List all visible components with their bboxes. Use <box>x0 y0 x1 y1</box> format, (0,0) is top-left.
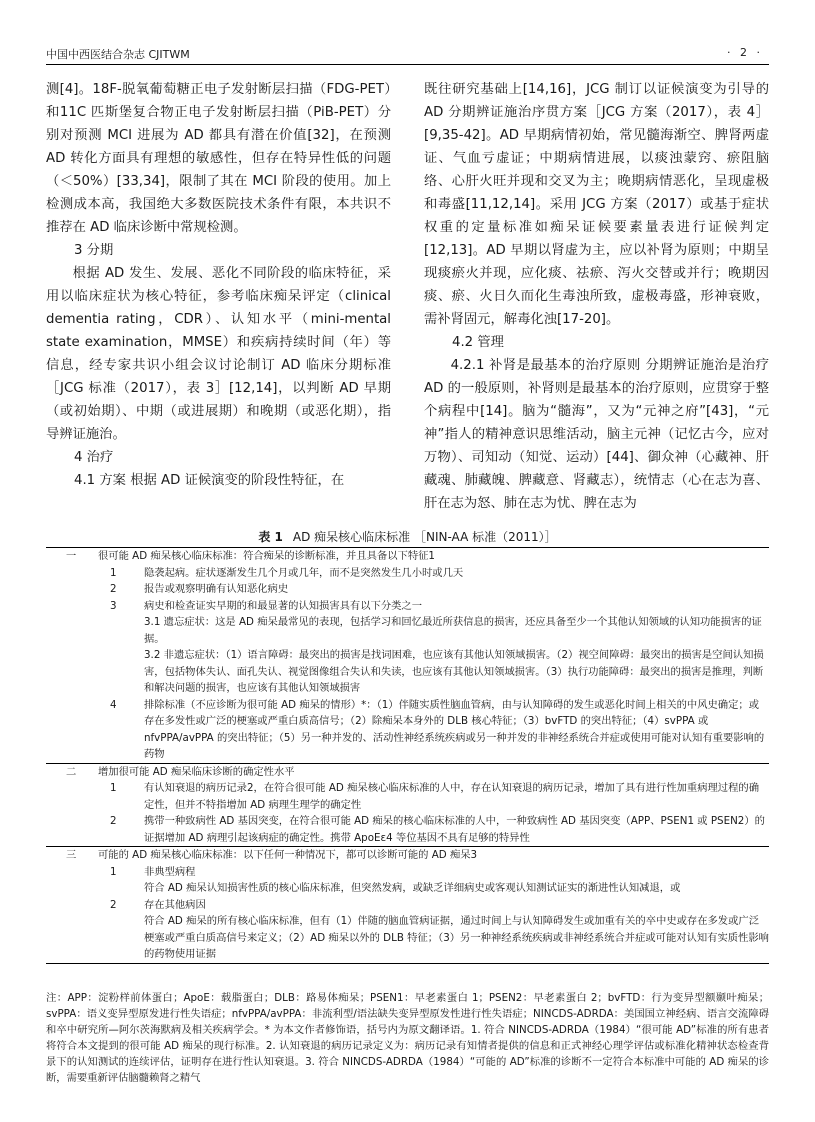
paragraph: 4.1 方案 根据 AD 证候演变的阶段性特征，在 <box>74 473 345 488</box>
table-row <box>46 897 769 914</box>
table-title: AD 痴呆核心临床标准 ［NIN-AA 标准（2011）］ <box>292 530 557 544</box>
item-number: 4 <box>110 698 117 711</box>
group-text: 增加很可能 AD 痴呆临床诊断的确定性水平 <box>98 765 295 778</box>
header-rule <box>46 64 769 65</box>
section-heading-treatment: 4 治疗 <box>74 450 114 465</box>
page-number: · 2 · <box>727 46 763 59</box>
item-text: 有认知衰退的病历记录2，在符合很可能 AD 痴呆核心临床标准的人中，存在认知衰退的病历记录，增加了具有进行性加重病理过程的确定性，但并不特指增加 AD 病理生理学的确定性 <box>144 782 759 811</box>
table-row <box>46 697 769 763</box>
table-notes <box>46 990 769 1086</box>
item-number: 3 <box>110 599 117 612</box>
table-row <box>46 780 769 813</box>
notes-text: 注：APP：淀粉样前体蛋白；ApoE：载脂蛋白；DLB：路易体痴呆；PSEN1：早老素蛋白 1；PSEN2：早老素蛋白 2；bvFTD：行为变异型额颞叶痴呆；svPPA：语义变异型原发进行性失语症；nfvPPA/avPPA：非流利型/语法缺失变异型原发性进行性失语症；NINCDS-ADRDA：美国国立神经病、语言交流障碍和卒中研究所—阿尔茨海默病及相关疾病学会。* 为本文作者修饰语，括号内为原文翻译语。1. 符合 NINCDS-ADRDA（1984）“很可能 AD”标准的所有患者将符合本文提到的很可能 AD 痴呆的现行标准。2. 认知衰退的病历记录定义为：病历记录有知情者提供的信息和正式神经心理学评估或标准化精神状态检查背景下的认知测试的连续评估，证明存在进行性认知衰退。3. 符合 NINCDS-ADRDA（1984）“可能的 AD”标准的诊断不一定符合本标准中可能的 AD 痴呆的诊断，需要重新评估脑髓赖肾之精气 <box>46 992 770 1084</box>
journal-header: 中国中西医结合杂志 CJITWM <box>46 48 190 61</box>
item-text: 携带一种致病性 AD 基因突变，在符合很可能 AD 痴呆的核心临床标准的人中，一种致病性 AD 基因突变（APP、PSEN1 或 PSEN2）的证据增加 AD 病理引起该病症的确定性。携带 ApoEε4 等位基因不具有足够的特异性 <box>144 815 765 844</box>
item-text: 符合 AD 痴呆的所有核心临床标准，但有（1）伴随的脑血管病证据，通过时间上与认知障碍发生或加重有关的卒中史或存在多发或广泛梗塞或严重白质高信号来定义；（2）AD 痴呆以外的 DLB 特征；（3）另一种神经系统疾病或非神经系统合并症或可能对认知有实质性影响的药物使用证据 <box>144 915 769 960</box>
item-text: 排除标准（不应诊断为很可能 AD 痴呆的情形）*：（1）伴随实质性脑血管病，由与认知障碍的发生或恶化时间上相关的中风史确定；或存在多发性或广泛的梗塞或严重白质高信号；（2）除痴呆本身外的 DLB 核心特征；（3）bvFTD 的突出特征；（4）svPPA 或 nfvPPA/avPPA 的突出特征；（5）另一种并发的、活动性神经系统疾病或另一种并发的非神经系统合并症或使用可能对认知有重要影响的药物 <box>144 698 765 760</box>
paragraph: 既往研究基础上[14,16]，JCG 制订以证候演变为引导的 AD 分期辨证施治序贯方案［JCG 方案（2017），表 4］[9,35-42]。AD 早期病情初始，常见髓海渐空、脾肾两虚证、气血亏虚证；中期病情进展，以痰浊蒙窍、瘀阻脑络、心肝火旺并现和交叉为主；晚期病情恶化，呈现虚极和毒盛[11,12,14]。采用 JCG 方案（2017）或基于症状权重的定量标准如痴呆证候要素量表进行证候判定[12,13]。AD 早期以肾虚为主，应以补肾为原则；中期呈现痰瘀火并现，应化痰、祛瘀、泻火交替或并行；晚期因痰、瘀、火日久而化生毒浊所致，虚极毒盛，形神衰败，需补肾固元，解毒化浊[17-20]。 <box>424 82 769 327</box>
paragraph: 根据 AD 发生、发展、恶化不同阶段的临床特征，采用以临床症状为核心特征，参考临床痴呆评定（clinical dementia rating，CDR）、认知水平（mini-mental state examination，MMSE）和疾病持续时间（年）等信息，经专家共识小组会议讨论制订 AD 临床分期标准［JCG 标准（2017），表 3］[12,14]，以判断 AD 早期（或初始期）、中期（或进展期）和晚期（或恶化期），指导辨证施治。 <box>46 266 391 442</box>
item-text: 非典型病程 <box>144 865 196 878</box>
table-row <box>46 565 769 582</box>
item-number: 2 <box>110 583 117 595</box>
table-row <box>46 813 769 846</box>
table-row <box>46 913 769 963</box>
table-row <box>46 764 769 781</box>
item-text: 隐袭起病。症状逐渐发生几个月或几年，而不是突然发生几小时或几天 <box>144 566 464 579</box>
paragraph: 4.2.1 补肾是最基本的治疗原则 分期辨证施治是治疗 AD 的一般原则，补肾则是最基本的治疗原则，应贯穿于整个病程中[14]。脑为“髓海”，又为“元神之府”[43]，“元神”指人的精神意识思维活动，脑主元神（记忆古今，应对万物）、司知动（知觉、运动）[44]、御众神（心藏神、肝藏魂、肺藏魄、脾藏意、肾藏志），统情志（心在志为喜、肝在志为怒、肺在志为忧、脾在志为 <box>424 358 769 511</box>
table-row <box>46 647 769 697</box>
criteria-table <box>46 547 769 964</box>
right-column <box>424 78 769 515</box>
item-number: 1 <box>110 566 117 579</box>
item-text: 符合 AD 痴呆认知损害性质的核心临床标准，但突然发病，或缺乏详细病史或客观认知测试证实的渐进性认知减退，或 <box>144 882 681 894</box>
item-text: 报告或观察明确有认知恶化病史 <box>144 583 289 595</box>
group-text: 可能的 AD 痴呆核心临床标准：以下任何一种情况下，都可以诊断可能的 AD 痴呆3 <box>98 849 478 861</box>
item-text: 存在其他病因 <box>144 898 206 911</box>
item-text: 3.1 遗忘症状：这是 AD 痴呆最常见的表现，包括学习和回忆最近所获信息的损害，还应具备至少一个其他认知领域的认知功能损害的证据。 <box>144 616 762 645</box>
item-number: 2 <box>110 898 117 911</box>
table-group <box>46 764 769 848</box>
table-group <box>46 548 769 764</box>
group-number: 二 <box>66 765 77 778</box>
group-number: 三 <box>66 849 77 861</box>
table-row <box>46 598 769 615</box>
item-number: 2 <box>110 815 117 827</box>
left-column <box>46 78 391 492</box>
table-caption <box>0 528 815 545</box>
item-number: 1 <box>110 782 117 794</box>
table-row <box>46 614 769 647</box>
item-text: 病史和检查证实早期的和最显著的认知损害具有以下分类之一 <box>144 599 423 612</box>
table-row <box>46 847 769 864</box>
table-row <box>46 864 769 881</box>
section-heading-staging: 3 分期 <box>74 243 114 258</box>
table-label: 表 1 <box>258 530 283 544</box>
section-heading-management: 4.2 管理 <box>452 335 504 350</box>
table-row <box>46 880 769 897</box>
group-number: 一 <box>66 550 77 562</box>
item-text: 3.2 非遗忘症状：（1）语言障碍：最突出的损害是找词困难，也应该有其他认知领域损害。（2）视空间障碍：最突出的损害是空间认知损害，包括物体失认、面孔失认、视觉图像组合失认和失读，也应该有其他认知领域损害。（3）执行功能障碍：最突出的损害是推理，判断和解决问题的损害，也应该有其他认知领域损害 <box>144 649 764 694</box>
item-number: 1 <box>110 865 117 878</box>
table-group <box>46 847 769 963</box>
table-row <box>46 548 769 565</box>
group-text: 很可能 AD 痴呆核心临床标准：符合痴呆的诊断标准，并且具备以下特征1 <box>98 550 435 562</box>
table-row <box>46 581 769 598</box>
paragraph: 测[4]。18F-脱氧葡萄糖正电子发射断层扫描（FDG-PET）和11C 匹斯堡复合物正电子发射断层扫描（PiB-PET）分别对预测 MCI 进展为 AD 都具有潜在价值[32]，在预测 AD 转化方面具有理想的敏感性，但存在特异性低的问题（＜50%）[33,34]，限制了其在 MCI 阶段的使用。加上检测成本高，我国绝大多数医院技术条件有限，本共识不推荐在 AD 临床诊断中常规检测。 <box>46 82 391 235</box>
